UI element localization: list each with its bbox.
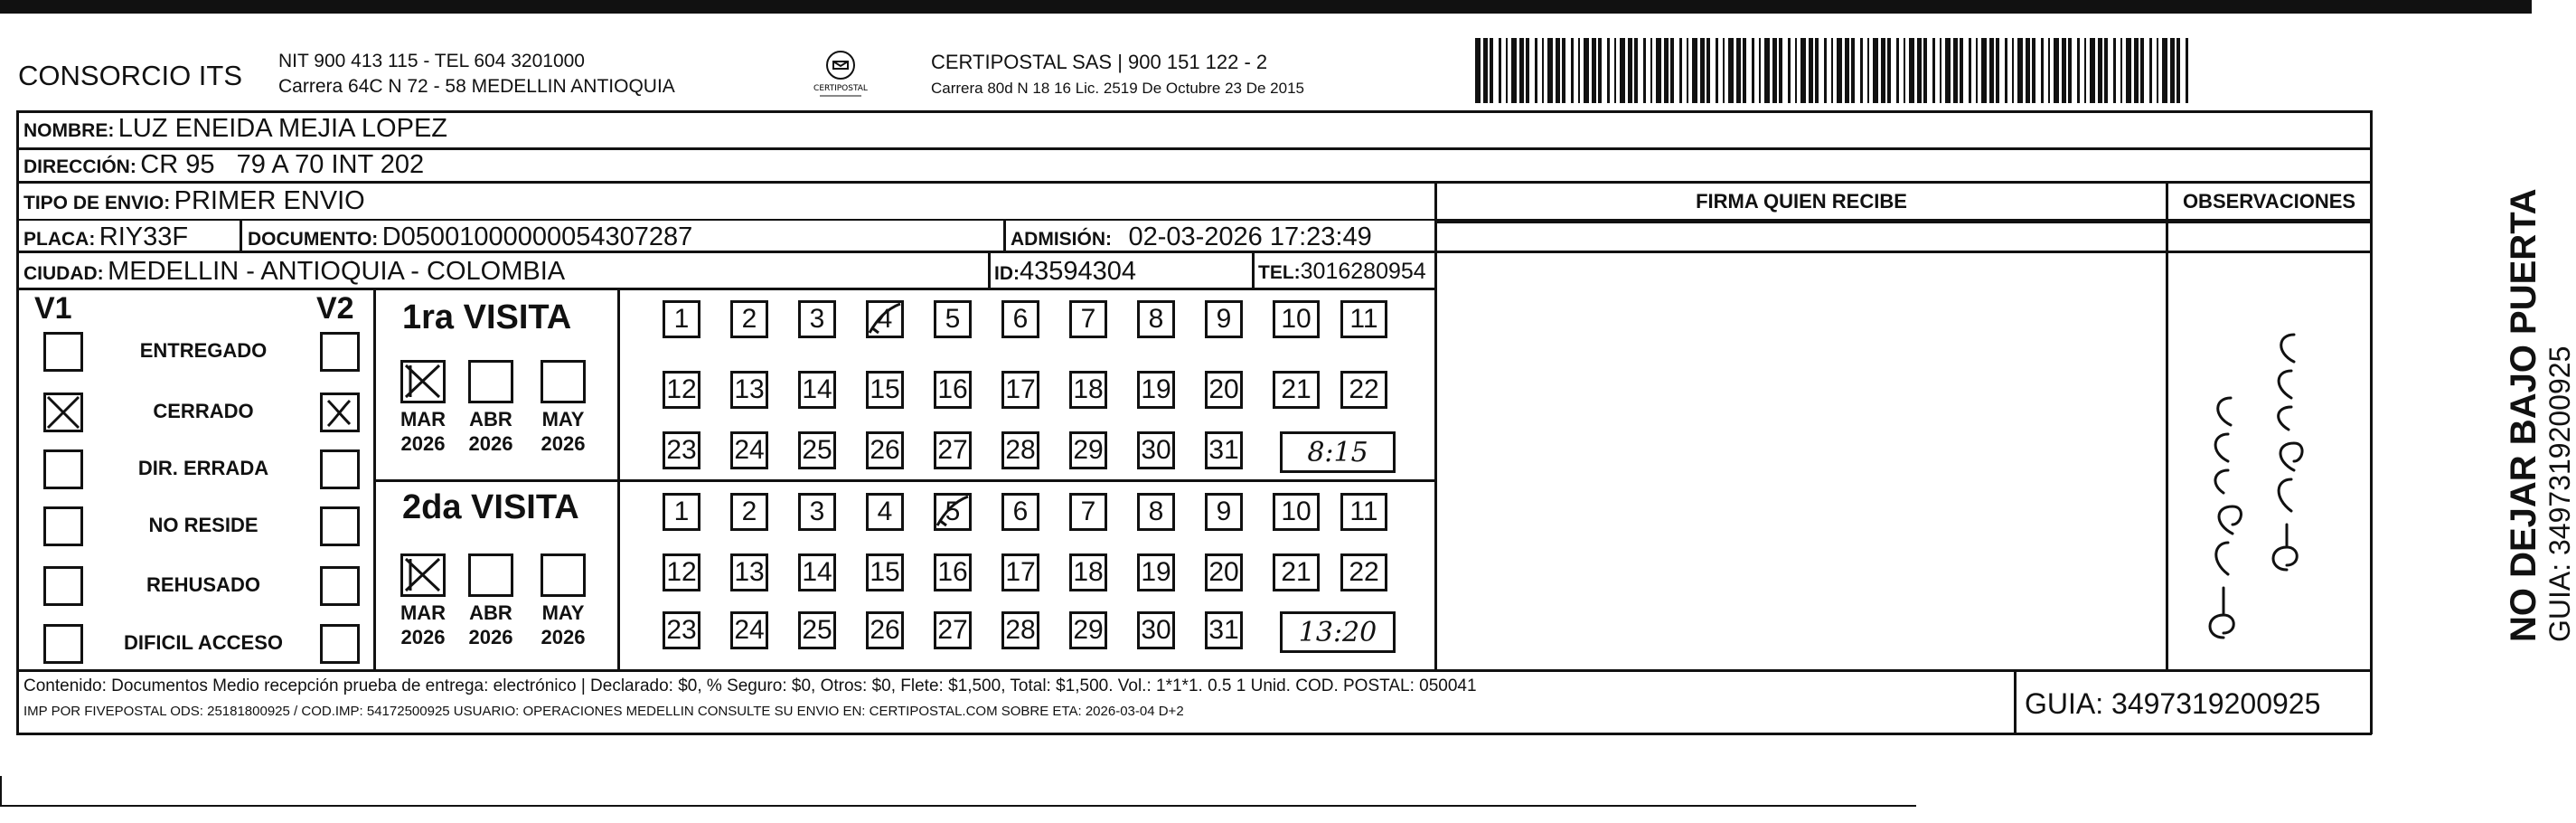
firma-col-line <box>1434 183 1437 671</box>
barcode-bar <box>1851 38 1855 103</box>
barcode-bar <box>1614 38 1616 103</box>
barcode-bar <box>1650 38 1652 103</box>
frame-left <box>16 110 19 734</box>
tipo-label: TIPO DE ENVIO: <box>24 193 171 213</box>
company-name: CONSORCIO ITS <box>18 60 243 91</box>
visita2-day-box[interactable]: 4 <box>866 493 904 531</box>
side-guia: GUIA: 3497319200925 <box>2543 345 2576 642</box>
id-label: ID: <box>994 263 1020 284</box>
barcode-bar <box>1547 38 1553 103</box>
barcode-bar <box>1700 38 1705 103</box>
barcode-bar <box>1881 38 1885 103</box>
barcode-bar <box>1837 38 1842 103</box>
visita1-month-label: ABR <box>469 408 512 430</box>
visita2-day-box[interactable]: 11 <box>1340 493 1387 531</box>
bottom-scan-edge <box>0 805 1916 807</box>
barcode-bar <box>2126 38 2131 103</box>
barcode-bar <box>1483 38 1488 103</box>
admision-row <box>1011 222 1372 252</box>
logo-text: CERTIPOSTAL <box>813 84 868 93</box>
visita1-day-box[interactable]: 25 <box>798 431 836 469</box>
barcode-bar <box>1996 38 1999 103</box>
placa-value: RIY33F <box>99 222 189 251</box>
visita1-day-box[interactable]: 24 <box>730 431 768 469</box>
admision-label: ADMISIÓN: <box>1011 229 1112 250</box>
visita2-day-box[interactable]: 1 <box>663 493 700 531</box>
barcode-bar <box>1687 38 1688 103</box>
barcode-bar <box>1736 38 1741 103</box>
barcode-bar <box>1728 38 1734 103</box>
visita1-day-box[interactable]: 12 <box>663 371 700 409</box>
visita2-title: 2da VISITA <box>402 488 579 526</box>
barcode-bar <box>1656 38 1661 103</box>
v1-label: V1 <box>34 291 72 326</box>
barcode-bar <box>2134 38 2139 103</box>
nombre-label: NOMBRE: <box>24 120 115 141</box>
barcode-bar <box>1598 38 1602 103</box>
visita1-day-box[interactable]: 30 <box>1137 431 1175 469</box>
header-under-firma <box>1436 221 2372 223</box>
barcode-bar <box>1960 38 1963 103</box>
barcode-bar <box>1679 38 1682 103</box>
barcode-bar <box>1800 38 1806 103</box>
frame-top <box>16 110 2372 113</box>
visita1-day-box[interactable]: 13 <box>730 371 768 409</box>
barcode-bar <box>1706 38 1710 103</box>
barcode-bar <box>1506 38 1508 103</box>
visita1-day-box[interactable]: 9 <box>1205 300 1243 338</box>
ciudad-label: CIUDAD: <box>24 263 104 284</box>
visita2-month-label: ABR <box>469 601 512 624</box>
status-label: DIFICIL ACCESO <box>123 631 283 654</box>
barcode-bar <box>2041 38 2044 103</box>
visita2-day-box[interactable]: 19 <box>1137 553 1175 591</box>
visita2-day-box[interactable]: 3 <box>798 493 836 531</box>
barcode-bar <box>2170 38 2175 103</box>
barcode-bar <box>1535 38 1537 103</box>
top-scan-band <box>0 0 2532 14</box>
v2-checkbox[interactable] <box>320 449 360 489</box>
barcode-bar <box>1475 38 1481 103</box>
visita2-year-label: 2026 <box>400 626 446 648</box>
visita1-day-box[interactable]: 4 <box>866 300 904 338</box>
barcode-bar <box>1824 38 1827 103</box>
visita2-month-label: MAR <box>400 601 447 624</box>
footer-guia-sep <box>2014 671 2017 733</box>
visita2-month-checkbox[interactable] <box>468 553 513 597</box>
status-label: REHUSADO <box>146 573 260 596</box>
barcode-bar <box>1932 38 1935 103</box>
visita2-day-box[interactable]: 6 <box>1001 493 1039 531</box>
barcode-bar <box>1752 38 1754 103</box>
barcode-bar <box>1759 38 1761 103</box>
visita1-month-label: MAR <box>400 408 447 430</box>
barcode-bar <box>2149 38 2152 103</box>
tipo-row <box>24 186 365 216</box>
visita2-day-box[interactable]: 16 <box>934 553 972 591</box>
v2-checkbox[interactable] <box>320 506 360 546</box>
visita2-year-label: 2026 <box>541 626 586 648</box>
barcode-bar <box>1779 38 1782 103</box>
barcode-bar <box>2098 38 2102 103</box>
admision-sep <box>1003 221 1006 251</box>
firma-label: FIRMA QUIEN RECIBE <box>1696 190 1907 213</box>
carrier-line: CERTIPOSTAL SAS | 900 151 122 - 2 <box>931 51 1268 73</box>
barcode-bar <box>2032 38 2035 103</box>
v1-checkbox[interactable] <box>43 393 83 432</box>
barcode-bar <box>2176 38 2180 103</box>
barcode-bar <box>2113 38 2116 103</box>
barcode-bar <box>1556 38 1560 103</box>
barcode-bar <box>1571 38 1574 103</box>
barcode-bar <box>1772 38 1777 103</box>
certipostal-logo <box>809 49 872 101</box>
visita2-day-box[interactable]: 10 <box>1273 493 1320 531</box>
v1-checkbox[interactable] <box>43 566 83 606</box>
documento-row <box>248 222 692 252</box>
visita1-day-box[interactable]: 7 <box>1069 300 1107 338</box>
visita2-time-box[interactable]: 13:20 <box>1280 611 1396 653</box>
obs-col-line <box>2166 183 2168 671</box>
visita1-month-label: MAY <box>541 408 585 430</box>
visita1-month-checkbox[interactable] <box>468 360 513 403</box>
visita1-day-box[interactable]: 5 <box>934 300 972 338</box>
barcode-bar <box>1526 38 1529 103</box>
visita1-day-box[interactable]: 27 <box>934 431 972 469</box>
visita2-day-box[interactable]: 8 <box>1137 493 1175 531</box>
left-scan-edge <box>0 776 2 807</box>
barcode-bar <box>2120 38 2122 103</box>
barcode-bar <box>1873 38 1878 103</box>
direccion-label: DIRECCIÓN: <box>24 156 136 177</box>
visita1-day-box[interactable]: 8 <box>1137 300 1175 338</box>
visita1-day-box[interactable]: 19 <box>1137 371 1175 409</box>
tel-sep <box>1252 253 1255 288</box>
barcode-bar <box>1909 38 1914 103</box>
status-label: ENTREGADO <box>139 339 268 362</box>
visita1-day-box[interactable]: 21 <box>1273 371 1320 409</box>
barcode-bar <box>1764 38 1770 103</box>
visita1-day-box[interactable]: 31 <box>1205 431 1243 469</box>
visita2-day-box[interactable]: 28 <box>1001 611 1039 649</box>
visita2-day-box[interactable]: 15 <box>866 553 904 591</box>
frame-right <box>2370 110 2373 734</box>
v2-label: V2 <box>316 291 354 326</box>
status-label: CERRADO <box>153 400 254 422</box>
nombre-value: LUZ ENEIDA MEJIA LOPEZ <box>118 114 447 143</box>
barcode-bar <box>1981 38 1987 103</box>
barcode-bar <box>1867 38 1869 103</box>
visita2-month-label: MAY <box>541 601 585 624</box>
visita2-day-box[interactable]: 13 <box>730 553 768 591</box>
visita1-title: 1ra VISITA <box>402 298 572 336</box>
barcode-bar <box>2186 38 2188 103</box>
barcode-bar <box>1969 38 1971 103</box>
admision-value: 02-03-2026 17:23:49 <box>1128 222 1372 251</box>
barcode-bar <box>1542 38 1544 103</box>
side-no-dejar: NO DEJAR BAJO PUERTA <box>2504 188 2543 642</box>
visita1-day-box[interactable]: 3 <box>798 300 836 338</box>
barcode <box>1475 38 2198 103</box>
handwritten-observation <box>2187 289 2359 651</box>
visita1-day-box[interactable]: 26 <box>866 431 904 469</box>
visita1-day-box[interactable]: 17 <box>1001 371 1039 409</box>
visita1-day-box[interactable]: 11 <box>1340 300 1387 338</box>
status-label: NO RESIDE <box>148 514 259 536</box>
visita1-day-box[interactable]: 10 <box>1273 300 1320 338</box>
status-label: DIR. ERRADA <box>137 457 269 479</box>
barcode-bar <box>2084 38 2086 103</box>
barcode-bar <box>2090 38 2095 103</box>
nombre-row <box>24 114 447 144</box>
barcode-bar <box>2157 38 2158 103</box>
barcode-bar <box>2062 38 2066 103</box>
visita1-day-box[interactable]: 20 <box>1205 371 1243 409</box>
visita1-day-box[interactable]: 15 <box>866 371 904 409</box>
barcode-bar <box>1490 38 1493 103</box>
barcode-bar <box>1692 38 1697 103</box>
barcode-bar <box>1628 38 1632 103</box>
side-text <box>2504 188 2576 642</box>
barcode-bar <box>1634 38 1638 103</box>
barcode-bar <box>1976 38 1978 103</box>
footer-guia: GUIA: 3497319200925 <box>2025 687 2321 720</box>
row-line <box>16 669 2372 672</box>
row-line <box>16 288 1435 290</box>
v1-checkbox[interactable] <box>43 332 83 372</box>
visita1-day-box[interactable]: 28 <box>1001 431 1039 469</box>
visita1-day-box[interactable]: 2 <box>730 300 768 338</box>
ciudad-value: MEDELLIN - ANTIOQUIA - COLOMBIA <box>108 257 566 286</box>
visita2-day-box[interactable]: 30 <box>1137 611 1175 649</box>
barcode-bar <box>1953 38 1958 103</box>
visita2-day-box[interactable]: 9 <box>1205 493 1243 531</box>
barcode-bar <box>1499 38 1501 103</box>
barcode-bar <box>1592 38 1596 103</box>
visita1-day-box[interactable]: 1 <box>663 300 700 338</box>
visita2-day-box[interactable]: 20 <box>1205 553 1243 591</box>
barcode-bar <box>1940 38 1941 103</box>
barcode-bar <box>1670 38 1674 103</box>
barcode-bar <box>2068 38 2072 103</box>
v1-checkbox[interactable] <box>43 506 83 546</box>
v1-checkbox[interactable] <box>43 449 83 489</box>
barcode-bar <box>1809 38 1813 103</box>
barcode-bar <box>1519 38 1524 103</box>
visita2-day-box[interactable]: 22 <box>1340 553 1387 591</box>
visita1-month-checkbox[interactable] <box>400 360 446 403</box>
visita1-day-box[interactable]: 29 <box>1069 431 1107 469</box>
id-value: 43594304 <box>1020 257 1137 286</box>
barcode-bar <box>2026 38 2030 103</box>
barcode-bar <box>1723 38 1725 103</box>
barcode-bar <box>2104 38 2108 103</box>
placa-row <box>24 222 188 252</box>
visita1-day-box[interactable]: 6 <box>1001 300 1039 338</box>
visita2-day-box[interactable]: 23 <box>663 611 700 649</box>
footer-imp: IMP POR FIVEPOSTAL ODS: 25181800925 / COD.IMP: 54172500925 USUARIO: OPERACIONES MEDELLIN CONSULTE SU ENVIO EN: CERTIPOSTAL.COM SOBRE ETA: 2026-03-04 D+2 <box>24 704 1184 719</box>
documento-value: D05001000000054307287 <box>381 222 693 251</box>
barcode-bar <box>2048 38 2050 103</box>
visits-mid <box>375 479 1434 482</box>
visita1-day-box[interactable]: 16 <box>934 371 972 409</box>
barcode-bar <box>2005 38 2007 103</box>
visita2-day-box[interactable]: 2 <box>730 493 768 531</box>
visita2-day-box[interactable]: 21 <box>1273 553 1320 591</box>
visita1-year-label: 2026 <box>400 432 446 455</box>
barcode-bar <box>1815 38 1819 103</box>
visita2-day-box[interactable]: 7 <box>1069 493 1107 531</box>
frame-bottom <box>16 733 2372 735</box>
v1-checkbox[interactable] <box>43 624 83 664</box>
visita2-day-box[interactable]: 18 <box>1069 553 1107 591</box>
tel-value: 3016280954 <box>1300 259 1426 284</box>
barcode-bar <box>1788 38 1791 103</box>
visita1-day-box[interactable]: 23 <box>663 431 700 469</box>
visita1-day-box[interactable]: 18 <box>1069 371 1107 409</box>
barcode-bar <box>1989 38 1994 103</box>
visita2-month-checkbox[interactable] <box>541 553 586 597</box>
barcode-bar <box>1795 38 1797 103</box>
barcode-bar <box>1716 38 1718 103</box>
company-nit: NIT 900 413 115 - TEL 604 3201000 <box>278 51 585 71</box>
barcode-bar <box>1923 38 1927 103</box>
barcode-bar <box>2017 38 2023 103</box>
visita2-year-label: 2026 <box>468 626 513 648</box>
barcode-bar <box>1578 38 1580 103</box>
barcode-bar <box>1643 38 1646 103</box>
barcode-bar <box>1607 38 1610 103</box>
barcode-bar <box>1896 38 1899 103</box>
barcode-bar <box>2012 38 2014 103</box>
barcode-bar <box>2162 38 2167 103</box>
visita1-day-box[interactable]: 22 <box>1340 371 1387 409</box>
barcode-bar <box>1860 38 1863 103</box>
barcode-bar <box>1620 38 1625 103</box>
direccion-value: CR 95 79 A 70 INT 202 <box>140 150 425 179</box>
visita2-day-box[interactable]: 29 <box>1069 611 1107 649</box>
tel-label: TEL: <box>1258 262 1301 283</box>
barcode-bar <box>1664 38 1669 103</box>
barcode-bar <box>2140 38 2144 103</box>
visita2-day-box[interactable]: 24 <box>730 611 768 649</box>
placa-sep <box>240 221 242 251</box>
barcode-bar <box>1831 38 1833 103</box>
tel-row <box>1258 259 1426 285</box>
carrier-address: Carrera 80d N 18 16 Lic. 2519 De Octubre 23 De 2015 <box>931 80 1304 97</box>
visita2-day-box[interactable]: 12 <box>663 553 700 591</box>
id-sep <box>988 253 991 288</box>
v2-checkbox[interactable] <box>320 566 360 606</box>
row-line <box>16 181 2372 184</box>
id-row <box>994 257 1136 287</box>
footer-contenido: Contenido: Documentos Medio recepción prueba de entrega: electrónico | Declarado: $0, % Seguro: $0, Otros: $0, Flete: $1,500, Total: $1,500. Vol.: 1*1*1. 0.5 1 Unid. COD. POSTAL: 050041 <box>24 676 1477 695</box>
barcode-bar <box>2077 38 2080 103</box>
barcode-bar <box>1887 38 1891 103</box>
barcode-bar <box>2054 38 2059 103</box>
visita2-day-box[interactable]: 25 <box>798 611 836 649</box>
barcode-bar <box>1945 38 1951 103</box>
barcode-bar <box>1743 38 1746 103</box>
barcode-bar <box>1511 38 1517 103</box>
tipo-value: PRIMER ENVIO <box>174 186 365 215</box>
visita2-day-box[interactable]: 14 <box>798 553 836 591</box>
direccion-row <box>24 150 424 180</box>
visita1-year-label: 2026 <box>541 432 586 455</box>
visita2-day-box[interactable]: 17 <box>1001 553 1039 591</box>
documento-label: DOCUMENTO: <box>248 229 379 250</box>
barcode-bar <box>1904 38 1905 103</box>
barcode-bar <box>1845 38 1849 103</box>
placa-label: PLACA: <box>24 229 96 250</box>
visita1-time-box[interactable]: 8:15 <box>1280 431 1396 473</box>
barcode-bar <box>1917 38 1922 103</box>
observaciones-label: OBSERVACIONES <box>2182 190 2356 213</box>
visita2-day-box[interactable]: 5 <box>934 493 972 531</box>
visita2-day-box[interactable]: 26 <box>866 611 904 649</box>
v2-checkbox[interactable] <box>320 393 360 432</box>
visita2-month-checkbox[interactable] <box>400 553 446 597</box>
v2-checkbox[interactable] <box>320 624 360 664</box>
visita2-day-box[interactable]: 27 <box>934 611 972 649</box>
visita2-day-box[interactable]: 31 <box>1205 611 1243 649</box>
company-address: Carrera 64C N 72 - 58 MEDELLIN ANTIOQUIA <box>278 76 675 97</box>
ciudad-row <box>24 257 565 287</box>
barcode-bar <box>1584 38 1589 103</box>
visita1-day-box[interactable]: 14 <box>798 371 836 409</box>
barcode-bar <box>1562 38 1565 103</box>
visita1-year-label: 2026 <box>468 432 513 455</box>
v2-checkbox[interactable] <box>320 332 360 372</box>
visita1-month-checkbox[interactable] <box>541 360 586 403</box>
